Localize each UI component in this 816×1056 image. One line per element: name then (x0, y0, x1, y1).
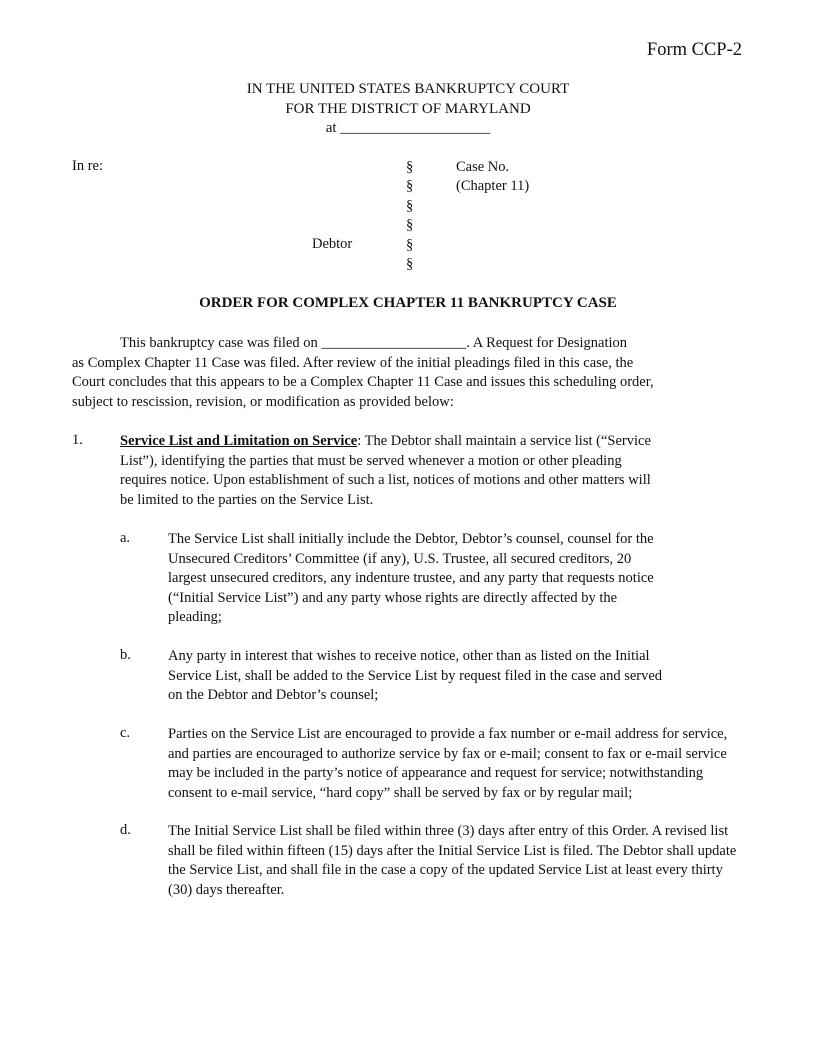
case-number-label: Case No. (456, 159, 510, 175)
subitem-line: (“Initial Service List”) and any party whose rights are directly affected by the (168, 589, 618, 606)
subitem-letter: b. (120, 647, 131, 663)
subitem-line: the Service List, and shall file in the case a copy of the updated Service List at least every thirty (168, 862, 723, 879)
section-1-line: requires notice. Upon establishment of such a list, notices of motions and other matters will (120, 472, 651, 489)
subitem-line: Unsecured Creditors’ Committee (if any), U.S. Trustee, all secured creditors, 20 (168, 550, 632, 567)
document-title: ORDER FOR COMPLEX CHAPTER 11 BANKRUPTCY CASE (199, 295, 617, 311)
section-mark: § (406, 217, 414, 234)
intro-paragraph (72, 334, 752, 412)
case-info (456, 158, 529, 197)
in-re-label: In re: (72, 158, 103, 174)
intro-line: subject to rescission, revision, or modification as provided below: (72, 393, 454, 410)
section-1-body (120, 432, 651, 510)
form-identifier: Form CCP-2 (646, 40, 742, 60)
subitem-letter: c. (120, 725, 131, 741)
court-heading (0, 80, 816, 139)
subitem-letter: a. (120, 530, 131, 546)
subitem-line: Service List, shall be added to the Service List by request filed in the case and served (168, 667, 663, 684)
court-district-line: FOR THE DISTRICT OF MARYLAND (285, 100, 531, 117)
subitem-a-body (168, 530, 654, 628)
section-mark: § (406, 236, 414, 253)
section-mark: § (406, 178, 414, 195)
section-1-line: List”), identifying the parties that must be served whenever a motion or other pleading (120, 452, 622, 469)
subitem-line: largest unsecured creditors, any indenture trustee, and any party that requests notice (168, 570, 654, 587)
court-location-line: at ____________________ (325, 120, 491, 136)
subitem-line: may be included in the party’s notice of appearance and request for service; notwithstanding (168, 765, 704, 782)
intro-line: Court concludes that this appears to be a Complex Chapter 11 Case and issues this scheduling order, (72, 374, 654, 391)
subitem-letter: d. (120, 822, 131, 838)
section-mark: § (406, 159, 414, 175)
intro-line: as Complex Chapter 11 Case was filed. After review of the initial pleadings filed in this case, the (72, 354, 634, 371)
intro-line: This bankruptcy case was filed on ____________________. A Request for Designation (120, 335, 628, 351)
court-name-line: IN THE UNITED STATES BANKRUPTCY COURT (246, 81, 570, 97)
subitem-line: consent to e-mail service, “hard copy” shall be served by fax or by regular mail; (168, 784, 633, 801)
section-heading: Service List and Limitation on Service (120, 433, 358, 449)
subitem-line: and parties are encouraged to authorize service by fax or e-mail; consent to fax or e-mail service (168, 745, 727, 762)
subitem-line: pleading; (168, 609, 222, 626)
section-mark: § (406, 197, 414, 214)
section-1-line: be limited to the parties on the Service List. (120, 491, 374, 508)
section-mark: § (406, 256, 414, 273)
subitem-line: (30) days thereafter. (168, 881, 285, 898)
subitem-line: Any party in interest that wishes to receive notice, other than as listed on the Initial (168, 648, 650, 664)
chapter-label: (Chapter 11) (456, 178, 530, 195)
debtor-label: Debtor (312, 236, 353, 252)
section-1-first-line-text: : The Debtor shall maintain a service list (“Service (357, 433, 651, 449)
subitem-b-body (168, 647, 662, 706)
section-1-first-line (120, 432, 651, 452)
subitem-line: The Service List shall initially include the Debtor, Debtor’s counsel, counsel for the (168, 531, 654, 547)
subitem-line: shall be filed within fifteen (15) days after the Initial Service List is filed. The Debtor shall update (168, 842, 737, 859)
subitem-line: on the Debtor and Debtor’s counsel; (168, 687, 379, 704)
subitem-line: Parties on the Service List are encouraged to provide a fax number or e-mail address for service, (168, 726, 728, 742)
subitem-line: The Initial Service List shall be filed within three (3) days after entry of this Order. A revised list (168, 823, 729, 839)
section-mark-column (406, 158, 413, 274)
section-number: 1. (72, 432, 83, 448)
subitem-d-body (168, 822, 736, 900)
subitem-c-body (168, 725, 727, 803)
